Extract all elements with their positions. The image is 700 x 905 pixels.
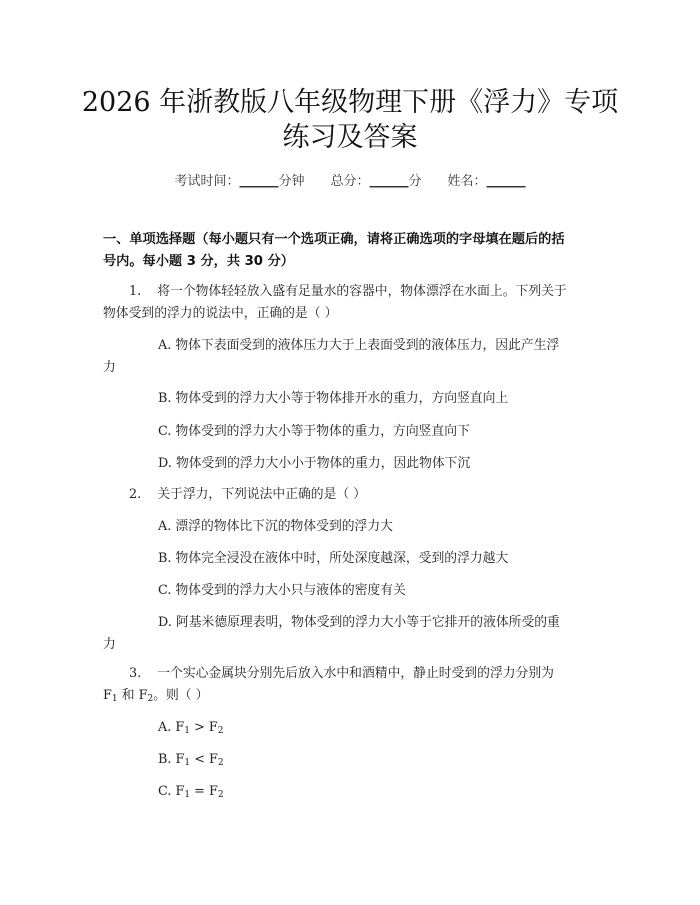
- question-2-stem: [103, 484, 603, 506]
- question-2-stem-text: 关于浮力，下列说法中正确的是（ ）: [157, 487, 367, 502]
- question-2-option-a-text: A. 漂浮的物体比下沉的物体受到的浮力大: [158, 519, 393, 534]
- score-unit: 分: [408, 174, 422, 189]
- question-3-stem-line2: $F_1$ 和 $F_2$。则（ ）: [103, 688, 209, 704]
- section-heading-line1: 一、单项选择题（每小题只有一个选项正确，请将正确选项的字母填在题后的括: [103, 232, 565, 247]
- page-title-line1: 2026 年浙教版八年级物理下册《浮力》专项: [81, 87, 619, 118]
- question-1-option-b-text: B. 物体受到的浮力大小等于物体排开水的重力，方向竖直向上: [158, 391, 509, 406]
- question-1-option-b: [103, 388, 603, 410]
- question-2-option-d-line2: 力: [103, 637, 116, 652]
- question-2-option-d-line1: [103, 612, 603, 634]
- question-2-option-d-text: D. 阿基米德原理表明，物体受到的浮力大小等于它排开的液体所受的重: [158, 615, 560, 630]
- question-1-option-d: [103, 453, 603, 475]
- question-3-number: 3.: [129, 666, 142, 681]
- question-3-stem-line1: [103, 663, 603, 685]
- score-label: 总分：: [330, 174, 370, 189]
- question-2-option-c-text: C. 物体受到的浮力大小只与液体的密度有关: [158, 583, 406, 598]
- score-blank: ______: [369, 174, 409, 189]
- question-3-option-a: A. $F_1 > F_2$: [158, 720, 224, 736]
- question-3-option-c: C. $F_1 = F_2$: [158, 784, 224, 800]
- question-2-option-b-text: B. 物体完全浸没在液体中时，所处深度越深，受到的浮力越大: [158, 551, 509, 566]
- question-1-option-a-line2: 力: [103, 360, 116, 375]
- question-3-stem-text: 一个实心金属块分别先后放入水中和酒精中，静止时受到的浮力分别为: [157, 666, 554, 681]
- question-2-option-a: [103, 516, 603, 538]
- question-1-option-a-line1: [103, 335, 603, 357]
- question-1-option-a-text: A. 物体下表面受到的液体压力大于上表面受到的液体压力，因此产生浮: [158, 338, 560, 353]
- question-3-option-b: B. $F_1 < F_2$: [158, 752, 224, 768]
- question-1-option-c-text: C. 物体受到的浮力大小等于物体的重力，方向竖直向下: [158, 424, 470, 439]
- question-2-option-b: [103, 548, 603, 570]
- question-1-stem-line2: 物体受到的浮力的说法中，正确的是（ ）: [103, 306, 338, 321]
- question-1-stem-text: 将一个物体轻轻放入盛有足量水的容器中，物体漂浮在水面上。下列关于: [157, 284, 567, 299]
- question-2-option-c: [103, 580, 603, 602]
- question-1-stem-line1: [103, 281, 603, 303]
- page-title-line2: 练习及答案: [282, 122, 418, 153]
- time-blank: ______: [239, 174, 279, 189]
- question-1-option-d-text: D. 物体受到的浮力大小小于物体的重力，因此物体下沉: [158, 456, 471, 471]
- section-heading-line2: 号内。每小题 3 分，共 30 分）: [103, 254, 294, 269]
- time-unit: 分钟: [278, 174, 305, 189]
- question-1-number: 1.: [129, 284, 142, 299]
- time-label: 考试时间：: [174, 174, 240, 189]
- name-label: 姓名：: [447, 174, 487, 189]
- exam-info: [0, 170, 700, 189]
- question-1-option-c: [103, 421, 603, 443]
- question-2-number: 2.: [129, 487, 142, 502]
- name-blank: ______: [486, 174, 526, 189]
